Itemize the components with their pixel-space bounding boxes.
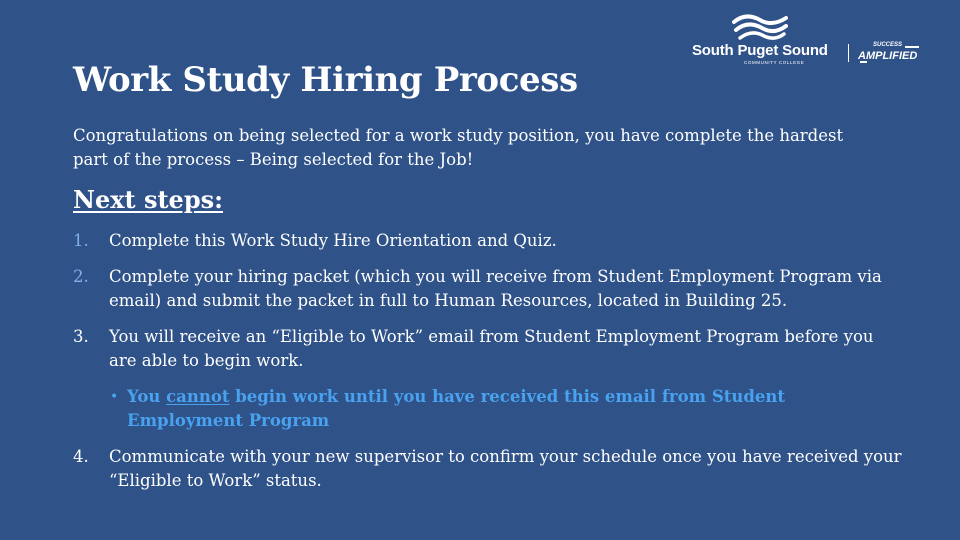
sub-bullet-prefix: You bbox=[127, 387, 167, 406]
step-item bbox=[73, 445, 903, 493]
sub-bullet-warning bbox=[110, 385, 810, 433]
college-logo bbox=[692, 12, 932, 68]
step-item bbox=[73, 325, 903, 373]
step-number: 4. bbox=[73, 447, 89, 466]
logo-subtitle: COMMUNITY COLLEGE bbox=[744, 60, 805, 65]
step-text: Complete this Work Study Hire Orientation and Quiz. bbox=[109, 231, 557, 250]
step-number: 2. bbox=[73, 267, 89, 286]
step-item bbox=[73, 229, 903, 253]
page-title: Work Study Hiring Process bbox=[73, 60, 578, 100]
step-text: Complete your hiring packet (which you will receive from Student Employment Program via email) and submit the packet in full to Human Resources, located in Building 25. bbox=[109, 267, 882, 310]
step-text: Communicate with your new supervisor to confirm your schedule once you have received your “Eligible to Work” status. bbox=[109, 447, 902, 490]
logo-name: South Puget Sound bbox=[692, 42, 828, 59]
logo-tagline-rule bbox=[905, 46, 919, 48]
next-steps-heading: Next steps: bbox=[73, 185, 223, 214]
sub-bullet-suffix: begin work until you have received this email from Student Employment Program bbox=[127, 387, 786, 430]
sub-bullet-text bbox=[127, 385, 810, 433]
sub-bullet-emphasis: cannot bbox=[166, 387, 230, 406]
logo-tagline-bottom: AMPLIFIED bbox=[858, 50, 918, 62]
bullet-dot-icon: • bbox=[110, 389, 119, 405]
step-number: 1. bbox=[73, 231, 89, 250]
intro-text: Congratulations on being selected for a work study position, you have complete the hardest part of the process – Being selected for the Job! bbox=[73, 126, 844, 169]
step-item bbox=[73, 265, 903, 313]
waves-logo-icon bbox=[732, 12, 788, 42]
step-number: 3. bbox=[73, 327, 89, 346]
logo-divider bbox=[848, 44, 849, 62]
logo-tagline-top: SUCCESS bbox=[873, 42, 903, 48]
step-text: You will receive an “Eligible to Work” email from Student Employment Program before you are able to begin work. bbox=[109, 327, 874, 370]
